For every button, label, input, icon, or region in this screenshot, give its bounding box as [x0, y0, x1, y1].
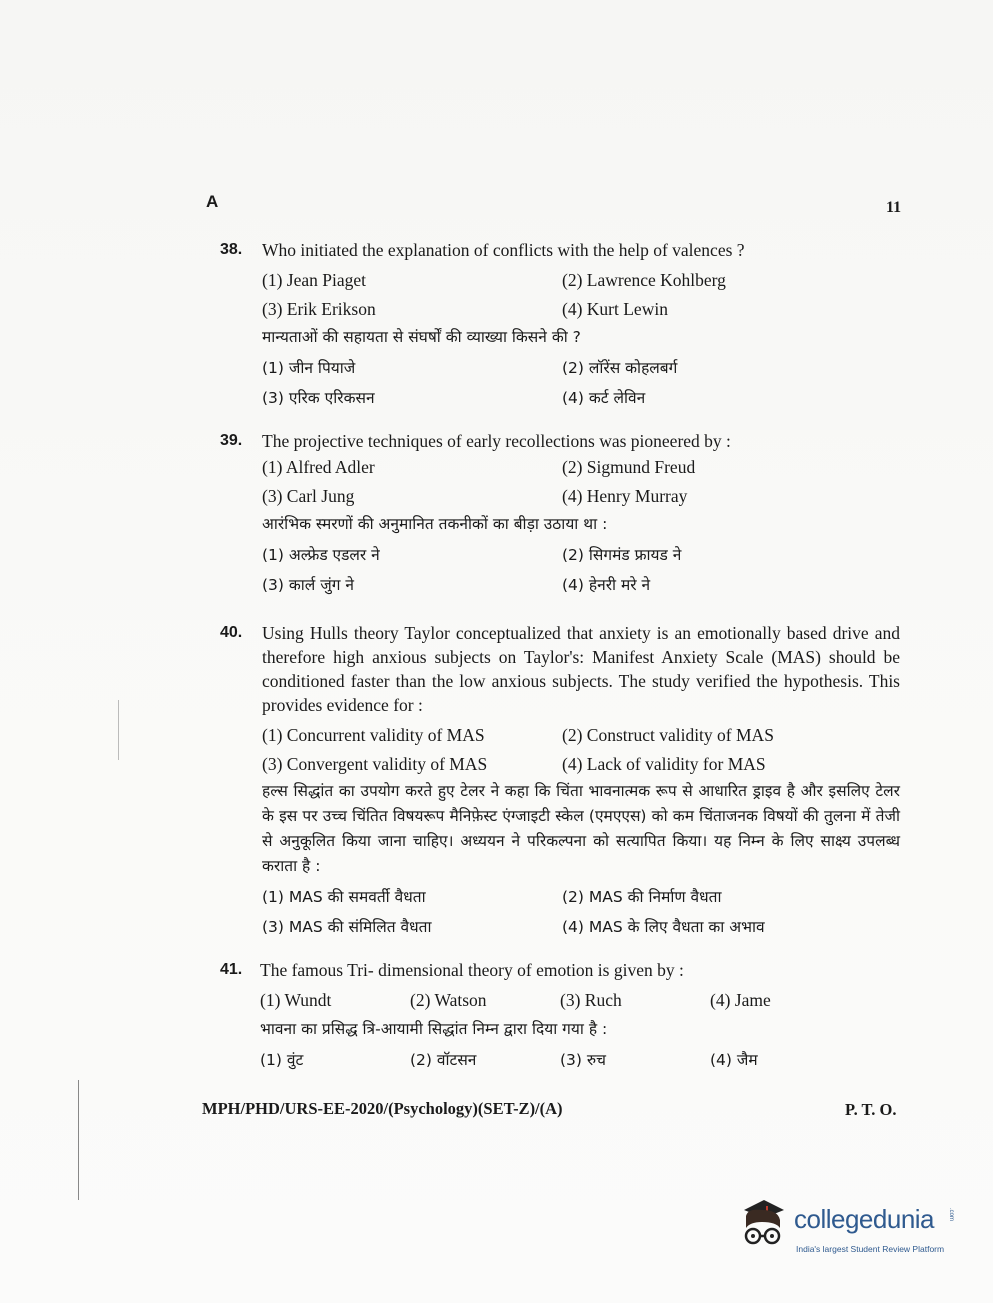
question-number: 38.: [220, 241, 243, 258]
option-1-hi: (1) MAS की समवर्ती वैधता: [262, 888, 426, 906]
option-1-en: (1) Alfred Adler: [262, 457, 375, 477]
option-3-hi: (3) एरिक एरिकसन: [262, 389, 375, 407]
option-1-hi: (1) जीन पियाजे: [262, 359, 356, 377]
question-stem-hi: मान्यताओं की सहायता से संघर्षों की व्याख्या किसने की ?: [262, 328, 581, 346]
question-number: 41.: [220, 961, 243, 978]
paper-code: MPH/PHD/URS-EE-2020/(Psychology)(SET-Z)/(A): [202, 1099, 563, 1118]
brand-name: collegedunia: [794, 1204, 935, 1234]
option-4-hi: (4) हेनरी मरे ने: [562, 576, 651, 594]
question-39: [220, 429, 900, 598]
margin-line: [78, 1080, 79, 1200]
option-2-en: (2) Construct validity of MAS: [562, 725, 774, 745]
option-3-en: (3) Erik Erikson: [262, 299, 376, 319]
option-3-en: (3) Carl Jung: [262, 486, 355, 506]
question-stem-en: The famous Tri- dimensional theory of emotion is given by :: [260, 960, 684, 980]
question-number: 40.: [220, 624, 243, 641]
question-stem-hi: हल्स सिद्धांत का उपयोग करते हुए टेलर ने कहा कि चिंता भावनात्मक रूप से आधारित ड्राइव है और इसलिए टेलर के इस पर उच्च चिंतित विषयरूप मैनिफ़ेस्ट एंग्जाइटी स्केल (एमएएस) को कम चिंताजनक विषयों की तुलना में तेजी से अनुकूलित किया जाना चाहिए। अध्ययन ने परिकल्पना को सत्यापित किया। यह निम्न के लिए साक्ष्य उपलब्ध कराता है :: [262, 782, 900, 875]
brand-tagline: India's largest Student Review Platform: [796, 1244, 945, 1254]
option-1-hi: (1) अल्फ्रेड एडलर ने: [262, 546, 380, 564]
question-38: [220, 238, 900, 411]
option-4-en: (4) Kurt Lewin: [562, 299, 668, 319]
option-2-hi: (2) लॉरेंस कोहलबर्ग: [562, 359, 678, 377]
option-4-en: (4) Jame: [710, 990, 771, 1010]
option-1-en: (1) Jean Piaget: [262, 270, 366, 290]
pto-label: P. T. O.: [845, 1100, 897, 1119]
option-4-en: (4) Henry Murray: [562, 486, 688, 506]
student-mascot-icon: [736, 1196, 790, 1256]
option-3-hi: (3) कार्ल जुंग ने: [262, 576, 354, 594]
question-stem-hi: भावना का प्रसिद्ध त्रि-आयामी सिद्धांत निम्न द्वारा दिया गया है :: [260, 1020, 608, 1038]
option-1-en: (1) Concurrent validity of MAS: [262, 725, 485, 745]
question-stem-hi: आरंभिक स्मरणों की अनुमानित तकनीकों का बीड़ा उठाया था :: [262, 515, 608, 533]
option-4-hi: (4) MAS के लिए वैधता का अभाव: [562, 918, 765, 936]
option-2-hi: (2) वॉटसन: [410, 1051, 477, 1069]
question-41: [220, 958, 900, 1073]
option-2-hi: (2) सिगमंड फ्रायड ने: [562, 546, 682, 564]
margin-line: [118, 700, 119, 760]
question-stem-en: Using Hulls theory Taylor conceptualized that anxiety is an emotionally based drive and therefore high anxious subjects on Taylor's: Manifest Anxiety Scale (MAS) should be conditioned faster than the low anxious subjects. The study verified the hypothesis. This provides evidence for :: [262, 623, 900, 715]
option-1-hi: (1) वुंट: [260, 1051, 304, 1069]
option-3-hi: (3) रुच: [560, 1051, 606, 1069]
option-3-en: (3) Convergent validity of MAS: [262, 754, 488, 774]
option-4-hi: (4) कर्ट लेविन: [562, 389, 646, 407]
option-2-hi: (2) MAS की निर्माण वैधता: [562, 888, 722, 906]
option-4-en: (4) Lack of validity for MAS: [562, 754, 766, 774]
option-2-en: (2) Watson: [410, 990, 487, 1010]
option-1-en: (1) Wundt: [260, 990, 332, 1010]
question-40: [220, 621, 900, 940]
question-stem-en: The projective techniques of early recollections was pioneered by :: [262, 431, 731, 451]
option-3-hi: (3) MAS की संमिलित वैधता: [262, 918, 432, 936]
option-2-en: (2) Lawrence Kohlberg: [562, 270, 726, 290]
brand-dotcom: .com: [948, 1208, 954, 1222]
watermark-logo: [736, 1196, 966, 1266]
set-letter: A: [206, 192, 219, 211]
question-number: 39.: [220, 432, 243, 449]
option-2-en: (2) Sigmund Freud: [562, 457, 696, 477]
question-stem-en: Who initiated the explanation of conflicts with the help of valences ?: [262, 240, 745, 260]
option-3-en: (3) Ruch: [560, 990, 622, 1010]
option-4-hi: (4) जैम: [710, 1051, 758, 1069]
page-number: 11: [886, 199, 902, 216]
